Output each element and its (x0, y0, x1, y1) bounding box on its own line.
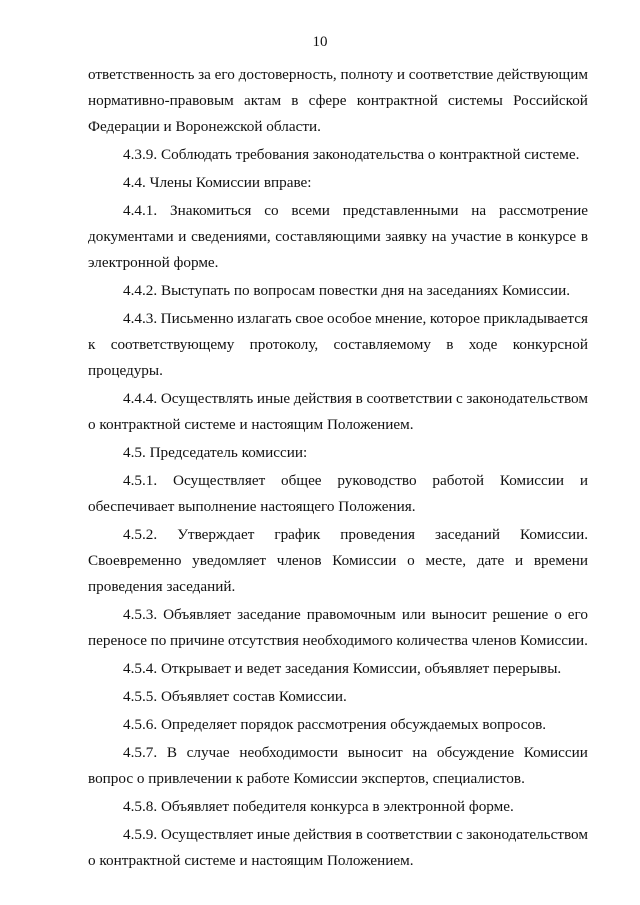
word: на (412, 744, 428, 761)
text-line (88, 712, 588, 738)
word: о (407, 552, 415, 569)
line-text: о контрактной системе и настоящим Положением. (88, 852, 414, 869)
word: работой (432, 472, 485, 489)
word: переносе (88, 632, 147, 649)
word: системы (448, 92, 503, 109)
word: ходе (468, 336, 498, 353)
line-text: 4.4. Члены Комиссии вправе: (123, 174, 312, 191)
line-text: вопрос о привлечении к работе Комиссии экспертов, специалистов. (88, 770, 525, 787)
word: 4.4.3. (123, 310, 158, 327)
word: необходимости (239, 744, 339, 761)
line-text: электронной форме. (88, 254, 219, 271)
word: Комиссии (523, 744, 588, 761)
word: заседание (237, 606, 301, 623)
text-line (88, 822, 588, 848)
text-line (88, 224, 588, 250)
word: Осуществлять (160, 390, 254, 407)
word: соответствии (366, 826, 453, 843)
word: месте, (425, 552, 467, 569)
word: В (166, 744, 177, 761)
word: в (355, 826, 363, 843)
line-text: о контрактной системе и настоящим Положением. (88, 416, 414, 433)
word: составляющими (275, 228, 381, 245)
word: общее (281, 472, 322, 489)
word: документами (88, 228, 174, 245)
word: количества (396, 632, 468, 649)
word: которое (429, 310, 480, 327)
text-line (88, 494, 588, 520)
word: уведомляет (192, 552, 266, 569)
text-line (88, 740, 588, 766)
text-line (88, 440, 588, 466)
word: контрактной (356, 92, 438, 109)
word: соответствии (366, 390, 453, 407)
text-line (88, 386, 588, 412)
word: 4.5.2. (123, 526, 158, 543)
text-line (88, 62, 588, 88)
line-text: 4.3.9. Соблюдать требования законодательства о контрактной системе. (123, 146, 580, 163)
document-body (88, 62, 588, 874)
word: Знакомиться (169, 202, 252, 219)
text-line (88, 548, 588, 574)
word: дате (476, 552, 505, 569)
word: о (554, 606, 562, 623)
word: в (446, 336, 454, 353)
text-line (88, 794, 588, 820)
text-line (88, 628, 588, 654)
text-line (88, 170, 588, 196)
word: достоверность, (238, 66, 337, 83)
word: и (579, 472, 588, 489)
line-text: процедуры. (88, 362, 163, 379)
text-line (88, 114, 588, 140)
word: сведениями, (191, 228, 271, 245)
word: необходимого (302, 632, 393, 649)
word: проведения (340, 526, 415, 543)
text-line (88, 766, 588, 792)
word: график (274, 526, 321, 543)
word: Российской (513, 92, 588, 109)
text-line (88, 412, 588, 438)
line-text: обеспечивает выполнение настоящего Положения. (88, 498, 416, 515)
page-number: 10 (312, 34, 328, 50)
word: Письменно (160, 310, 234, 327)
line-text: Федерации и Воронежской области. (88, 118, 321, 135)
word: действия (293, 390, 353, 407)
word: излагать (237, 310, 292, 327)
word: действующим (496, 66, 588, 83)
word: полноту (340, 66, 394, 83)
word: руководство (337, 472, 417, 489)
word: в (291, 92, 299, 109)
word: конкурсной (512, 336, 588, 353)
word: за (198, 66, 211, 83)
word: 4.4.4. (123, 390, 158, 407)
word: 4.5.9. (123, 826, 158, 843)
text-line (88, 198, 588, 224)
text-line (88, 306, 588, 332)
word: представленными (342, 202, 459, 219)
word: заседаний (434, 526, 501, 543)
line-text: проведения заседаний. (88, 578, 236, 595)
word: к (88, 336, 96, 353)
word: или (401, 606, 426, 623)
word: нормативно-правовым (88, 92, 234, 109)
line-text: 4.5.5. Объявляет состав Комиссии. (123, 688, 347, 705)
word: обсуждение (436, 744, 515, 761)
word: актам (243, 92, 282, 109)
text-line (88, 332, 588, 358)
word: конкурсе (517, 228, 577, 245)
word: соответствующему (110, 336, 235, 353)
word: протоколу, (249, 336, 319, 353)
word: отсутствия (228, 632, 299, 649)
text-line (88, 278, 588, 304)
word: всеми (291, 202, 330, 219)
word: свое (295, 310, 324, 327)
word: 4.5.3. (123, 606, 158, 623)
word: Комиссии (499, 472, 564, 489)
word: выносит (347, 744, 403, 761)
word: прикладывается (483, 310, 588, 327)
text-line (88, 574, 588, 600)
word: Комиссии. (520, 526, 588, 543)
word: 4.4.1. (123, 202, 158, 219)
word: ответственность (88, 66, 195, 83)
word: соответствие (408, 66, 494, 83)
word: иные (256, 390, 291, 407)
word: Утверждает (177, 526, 255, 543)
word: и (396, 66, 405, 83)
line-text: 4.5.8. Объявляет победителя конкурса в электронной форме. (123, 798, 514, 815)
word: с (455, 390, 463, 407)
word: в (355, 390, 363, 407)
word: членов (471, 632, 517, 649)
word: и (178, 228, 187, 245)
word: законодательством (466, 390, 588, 407)
line-text: 4.4.2. Выступать по вопросам повестки дня на заседаниях Комиссии. (123, 282, 571, 299)
word: составляемому (333, 336, 431, 353)
word: на (431, 228, 447, 245)
text-line (88, 250, 588, 276)
word: в (580, 228, 588, 245)
word: решение (492, 606, 549, 623)
word: особое (327, 310, 372, 327)
line-text: 4.5. Председатель комиссии: (123, 444, 308, 461)
word: и (515, 552, 524, 569)
word: его (214, 66, 235, 83)
word: 4.5.1. (123, 472, 158, 489)
word: его (567, 606, 588, 623)
word: причине (169, 632, 225, 649)
word: Своевременно (88, 552, 182, 569)
word: Осуществляет (173, 472, 266, 489)
line-text: 4.5.4. Открывает и ведет заседания Комиссии, объявляет перерывы. (123, 660, 562, 677)
word: времени (533, 552, 588, 569)
text-line (88, 88, 588, 114)
word: Объявляет (163, 606, 232, 623)
text-line (88, 468, 588, 494)
text-line (88, 656, 588, 682)
line-text: 4.5.6. Определяет порядок рассмотрения обсуждаемых вопросов. (123, 716, 547, 733)
word: Осуществляет (160, 826, 254, 843)
text-line (88, 602, 588, 628)
word: членов (276, 552, 322, 569)
word: сфере (308, 92, 347, 109)
text-line (88, 142, 588, 168)
text-line (88, 522, 588, 548)
word: действия (293, 826, 352, 843)
word: с (455, 826, 463, 843)
word: в (506, 228, 514, 245)
word: рассмотрение (498, 202, 588, 219)
word: 4.5.7. (123, 744, 158, 761)
word: Комиссии. (520, 632, 588, 649)
text-line (88, 684, 588, 710)
text-line (88, 358, 588, 384)
word: законодательством (466, 826, 588, 843)
word: Комиссии (332, 552, 397, 569)
word: мнение, (375, 310, 427, 327)
word: заявку (385, 228, 428, 245)
word: выносит (431, 606, 487, 623)
word: со (264, 202, 279, 219)
word: на (471, 202, 487, 219)
word: участие (451, 228, 502, 245)
word: по (150, 632, 167, 649)
text-line (88, 848, 588, 874)
word: правомочным (306, 606, 396, 623)
word: случае (186, 744, 230, 761)
word: иные (256, 826, 290, 843)
